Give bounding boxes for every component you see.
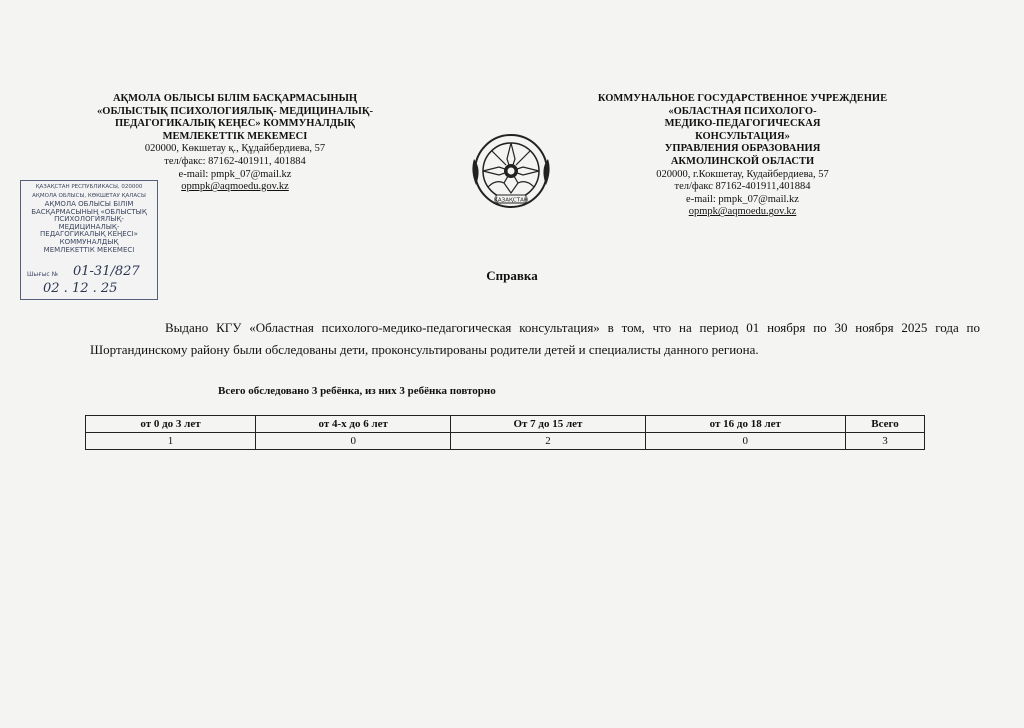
certificate-body-text: Выдано КГУ «Областная психолого-медико-педагогическая консультация» в том, что на период 01 ноября по 30 ноября 2025 года по Шортандинскому району были обследованы дети, проконсультированы родители детей и специалисты данного региона. <box>90 320 980 357</box>
stamp-org-line: МЕДИЦИНАЛЫҚ- <box>58 222 120 231</box>
header-right-line: КОНСУЛЬТАЦИЯ» <box>695 130 790 142</box>
table-header-row <box>86 416 925 433</box>
stamp-outgoing-number: 01-31/827 <box>73 264 140 279</box>
header-left-line: «ОБЛЫСТЫҚ ПСИХОЛОГИЯЛЫҚ- МЕДИЦИНАЛЫҚ- <box>97 105 373 117</box>
stamp-country-line: ҚАЗАҚСТАН РЕСПУБЛИКАСЫ, 020000 <box>35 184 143 190</box>
table-cell: 1 <box>86 433 256 450</box>
age-statistics-table <box>85 415 925 450</box>
header-right-email-link[interactable]: opmpk@aqmoedu.gov.kz <box>688 206 797 218</box>
table-cell: 0 <box>255 433 450 450</box>
column-header: от 4-х до 6 лет <box>255 416 450 433</box>
stamp-org-line: МЕМЛЕКЕТТІК МЕКЕМЕСІ <box>43 245 135 254</box>
stamp-city-line: АҚМОЛА ОБЛЫСЫ, КӨКШЕТАУ ҚАЛАСЫ <box>32 193 146 199</box>
header-right-address: 020000, г.Кокшетау, Кудайбердиева, 57 <box>656 168 829 180</box>
header-left-address: 020000, Көкшетау қ., Құдайбердиева, 57 <box>144 143 326 155</box>
table-cell: 2 <box>451 433 645 450</box>
stamp-org-line: АҚМОЛА ОБЛЫСЫ БІЛІМ <box>44 200 134 208</box>
stamp-date: 02 . 12 . 25 <box>43 281 118 296</box>
document-title: Справка <box>486 268 538 283</box>
header-left-line: АҚМОЛА ОБЛЫСЫ БІЛІМ БАСҚАРМАСЫНЫҢ <box>112 93 358 104</box>
examination-summary: Всего обследовано 3 ребёнка, из них 3 ребёнка повторно <box>218 385 496 397</box>
header-left-line: ПЕДАГОГИКАЛЫҚ КЕҢЕС» КОММУНАЛДЫҚ <box>115 118 355 130</box>
header-right-russian <box>585 93 900 219</box>
header-right-line: КОММУНАЛЬНОЕ ГОСУДАРСТВЕННОЕ УЧРЕЖДЕНИЕ <box>597 93 888 104</box>
header-left-email: e-mail: pmpk_07@mail.kz <box>178 168 292 180</box>
table-cell: 0 <box>645 433 845 450</box>
header-left-kazakh <box>95 93 375 194</box>
stamp-number-label: Шығыс № <box>27 271 58 278</box>
header-left-email-link[interactable]: opmpk@aqmoedu.gov.kz <box>181 181 289 193</box>
header-right-line: МЕДИКО-ПЕДАГОГИЧЕСКАЯ <box>664 118 821 130</box>
header-right-phone: тел/факс 87162-401911,401884 <box>674 181 811 193</box>
header-right-line: «ОБЛАСТНАЯ ПСИХОЛОГО- <box>668 105 817 117</box>
state-emblem-icon <box>466 129 556 213</box>
column-header: от 16 до 18 лет <box>645 416 845 433</box>
column-header: От 7 до 15 лет <box>451 416 645 433</box>
header-right-email: e-mail: pmpk_07@mail.kz <box>686 193 799 205</box>
header-left-phone: тел/факс: 87162-401911, 401884 <box>164 155 306 167</box>
column-header: Всего <box>846 416 925 433</box>
stamp-org-line: ПЕДАГОГИКАЛЫҚ КЕҢЕСІ» <box>40 230 138 239</box>
header-right-line: АКМОЛИНСКОЙ ОБЛАСТИ <box>670 155 815 167</box>
header-left-line: МЕМЛЕКЕТТІК МЕКЕМЕСІ <box>162 130 308 142</box>
header-right-line: УПРАВЛЕНИЯ ОБРАЗОВАНИЯ <box>664 143 821 155</box>
stamp-org-line: БАСҚАРМАСЫНЫҢ «ОБЛЫСТЫҚ <box>31 207 147 216</box>
table-cell: 3 <box>846 433 925 450</box>
column-header: от 0 до 3 лет <box>86 416 256 433</box>
stamp-org-line: КОММУНАЛДЫҚ <box>59 237 119 246</box>
emblem-text: ҚАЗАҚСТАН <box>494 197 528 204</box>
table-row <box>86 433 925 450</box>
stamp-org-line: ПСИХОЛОГИЯЛЫҚ- <box>54 215 124 224</box>
